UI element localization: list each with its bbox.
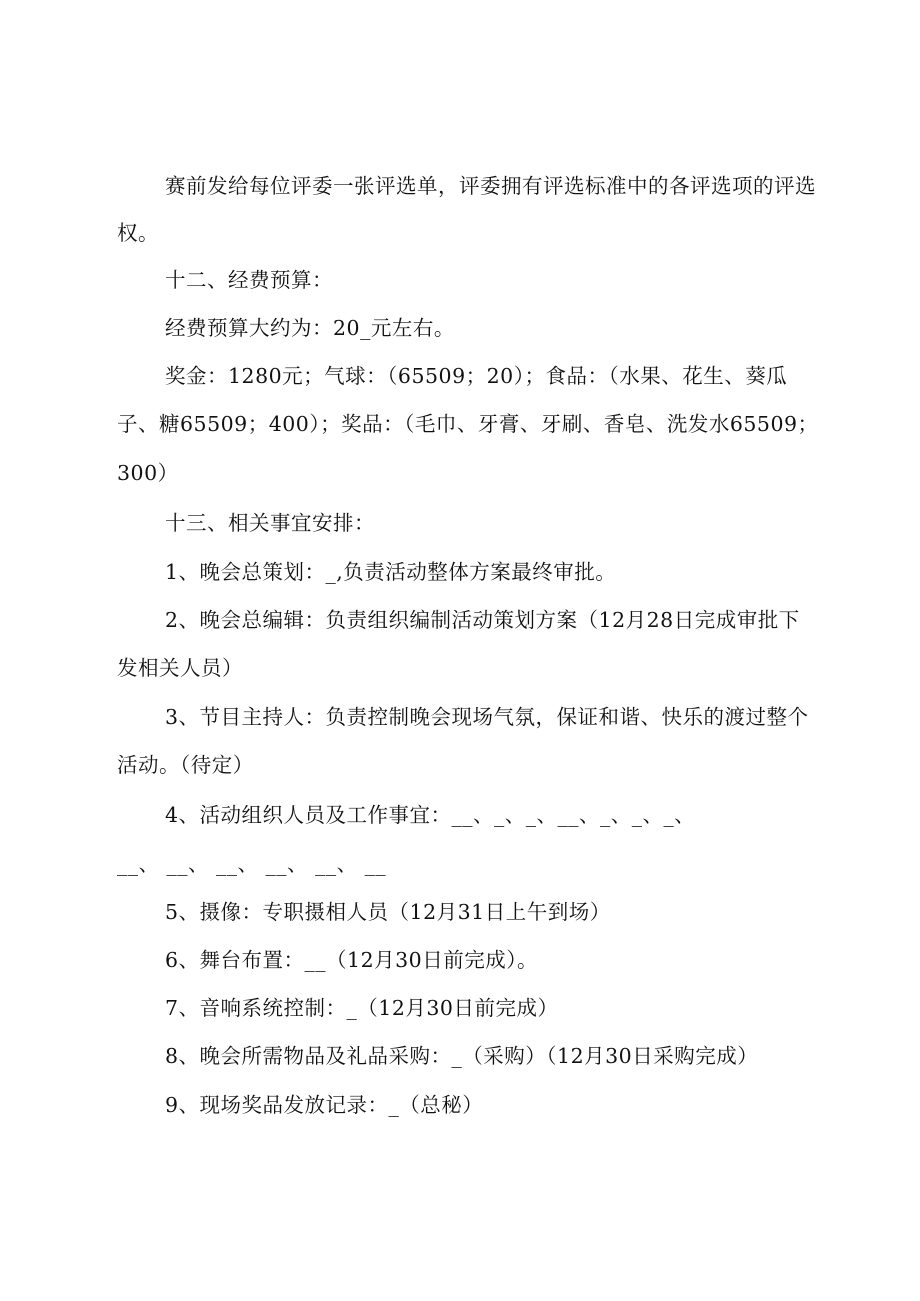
list-item-7: 7、音响系统控制：_（12月30日前完成） [165, 996, 559, 1020]
list-item-2: 2、晚会总编辑：负责组织编制活动策划方案（12月28日完成审批下 [165, 608, 800, 632]
section-heading-budget: 十二、经费预算： [165, 268, 333, 292]
paragraph-line-budget-items-cont: 子、糖65509；400）；奖品：（毛巾、牙膏、牙刷、香皂、洗发水65509； [117, 412, 819, 436]
paragraph-line-budget-items: 奖金：1280元；气球：（65509；20）；食品：（水果、花生、葵瓜 [165, 364, 788, 388]
list-item-4: 4、活动组织人员及工作事宜：__、_、_、__、_、_、_、 [165, 803, 696, 827]
list-item-3-cont: 活动。（待定） [117, 753, 254, 777]
list-item-5: 5、摄像：专职摄相人员（12月31日上午到场） [165, 900, 611, 924]
list-item-2-cont: 发相关人员） [117, 656, 243, 680]
list-item-8: 8、晚会所需物品及礼品采购：_（采购）（12月30日采购完成） [165, 1044, 759, 1068]
list-item-9: 9、现场奖品发放记录：_（总秘） [165, 1093, 484, 1117]
paragraph-line-judging-sheet: 赛前发给每位评委一张评选单，评委拥有评选标准中的各评选项的评选 [165, 174, 816, 198]
paragraph-line-judging-sheet-cont: 权。 [117, 221, 159, 245]
paragraph-line-budget-items-end: 300） [117, 461, 179, 485]
list-item-4-cont: __、 __、 __、 __、 __、 __ [117, 852, 387, 876]
section-heading-arrangements: 十三、相关事宜安排： [165, 511, 375, 535]
paragraph-line-budget-total: 经费预算大约为：20_元左右。 [165, 316, 455, 340]
list-item-1: 1、晚会总策划：_,负责活动整体方案最终审批。 [165, 560, 617, 584]
list-item-3: 3、节目主持人：负责控制晚会现场气氛，保证和谐、快乐的渡过整个 [165, 705, 809, 729]
list-item-6: 6、舞台布置：__（12月30日前完成）。 [165, 948, 538, 972]
